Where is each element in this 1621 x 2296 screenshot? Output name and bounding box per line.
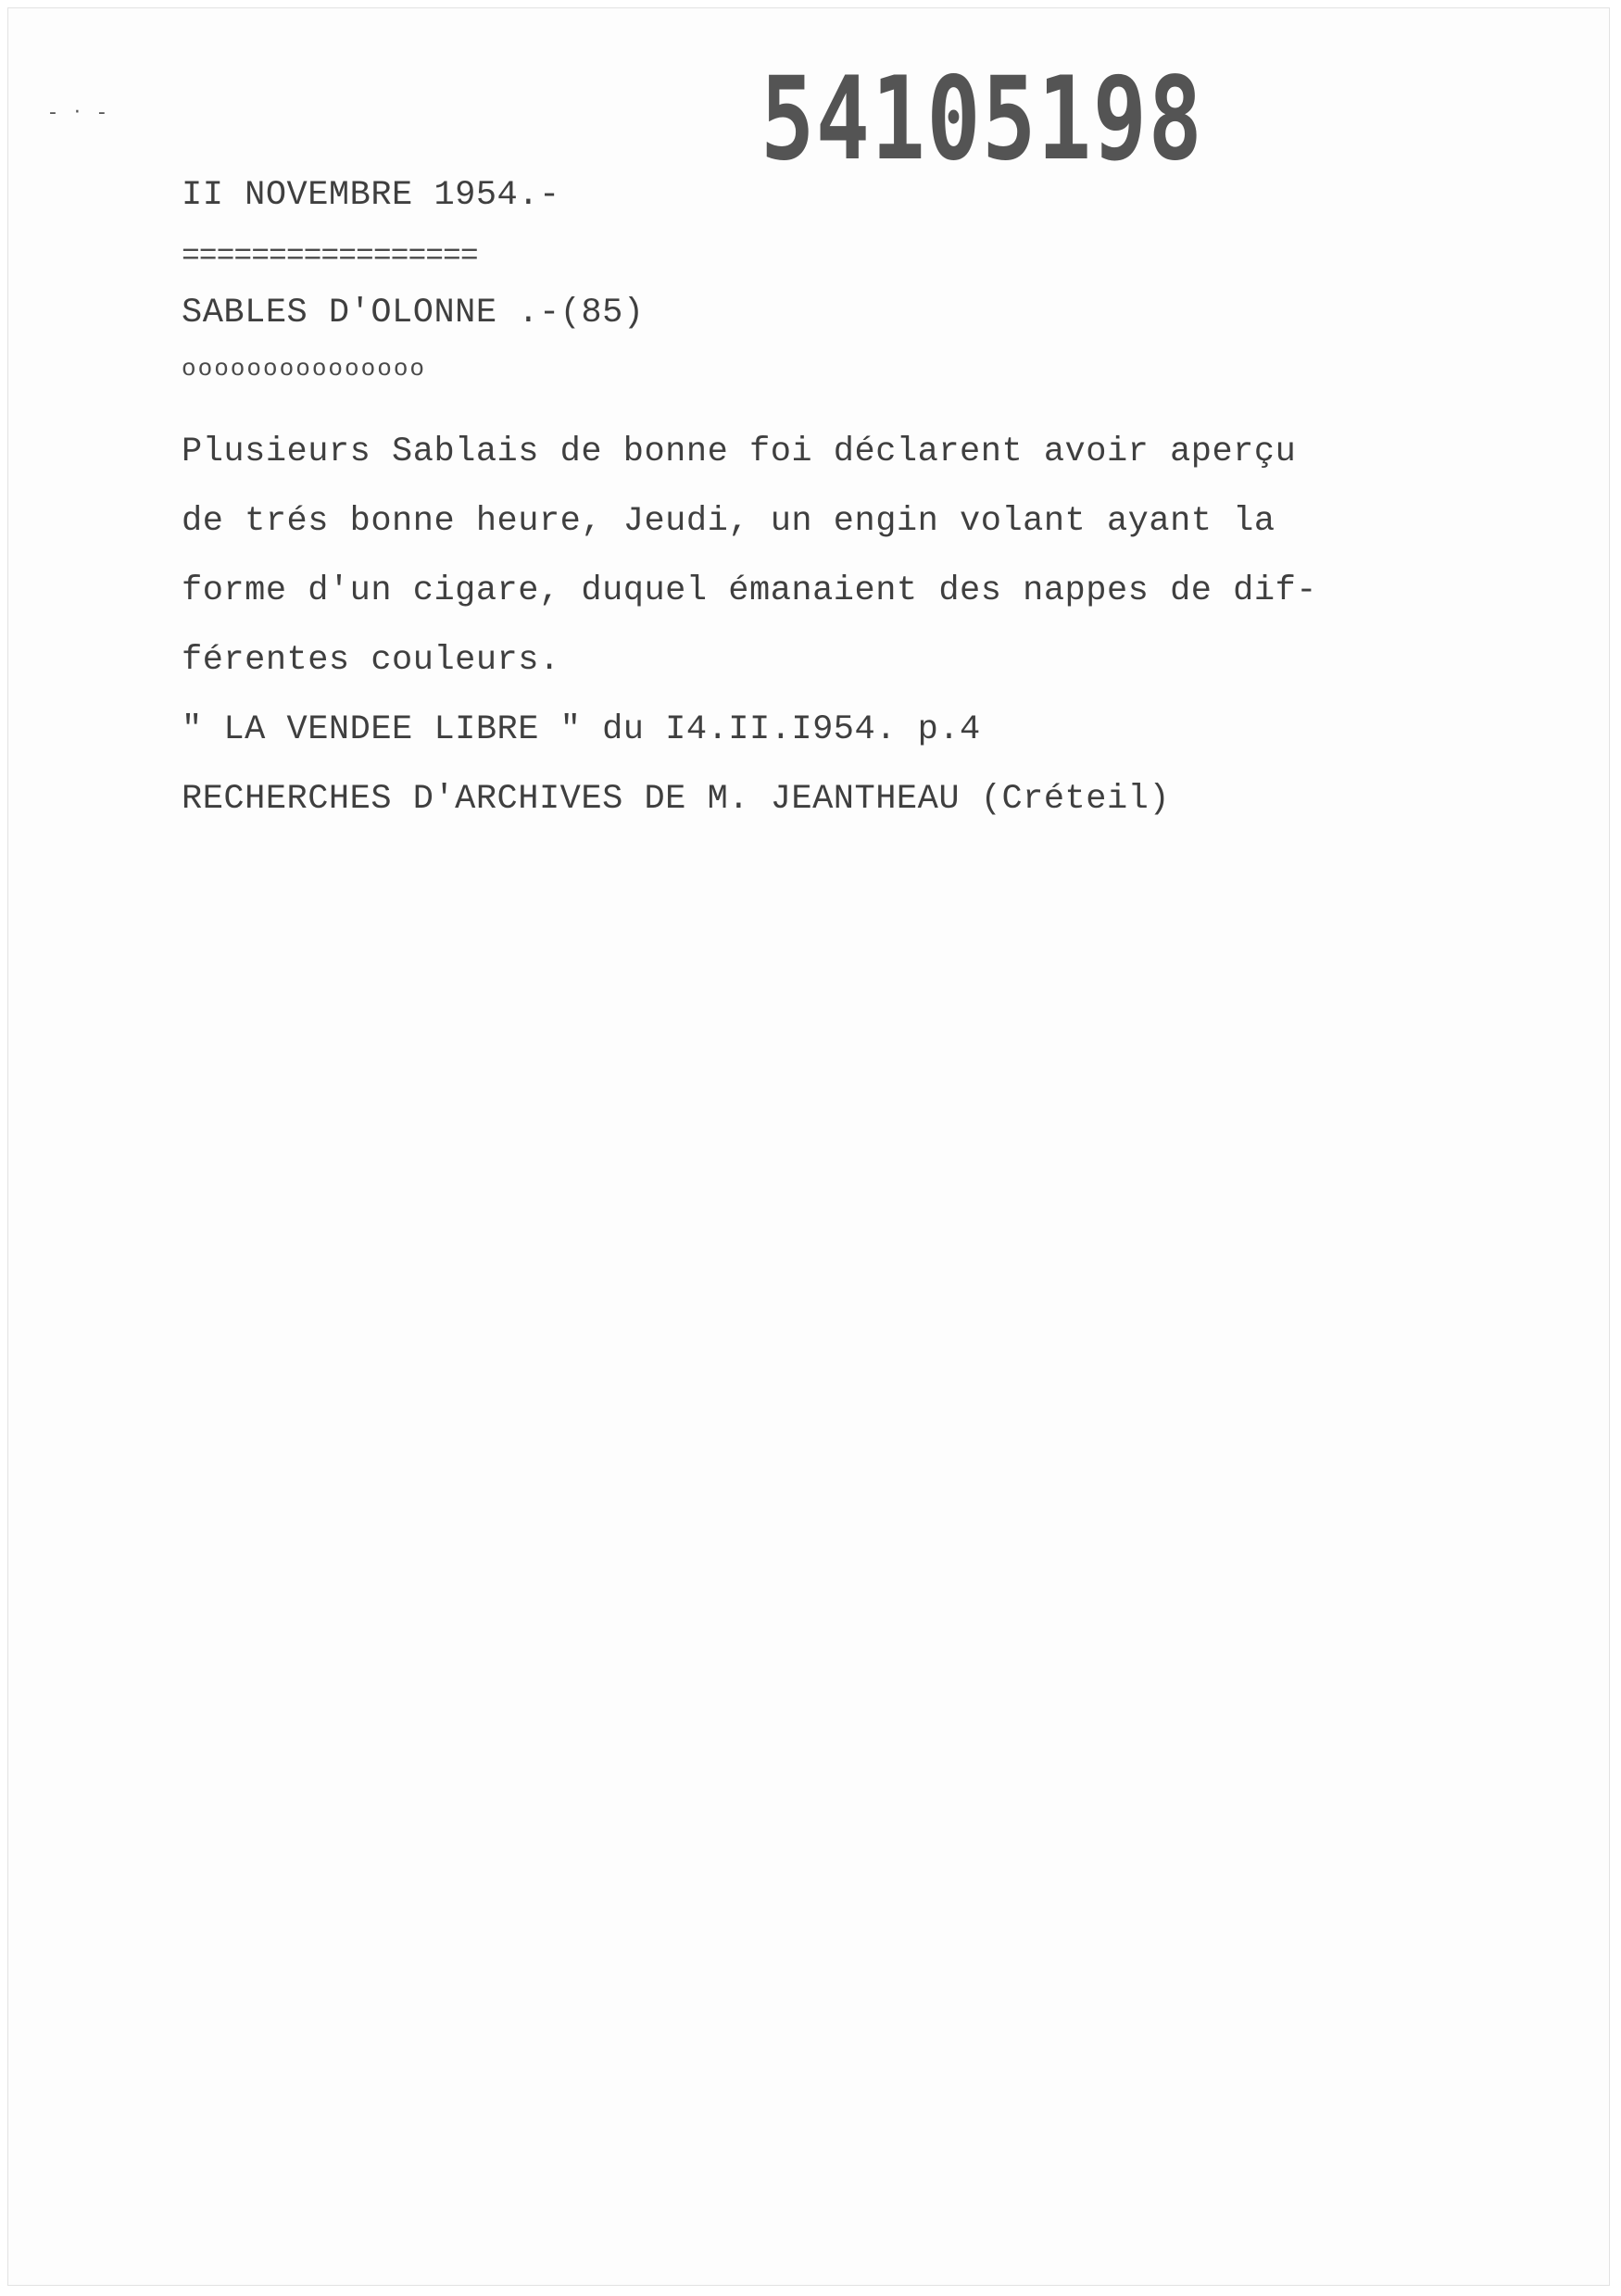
document-place: SABLES D'OLONNE .-(85)	[182, 294, 645, 332]
archive-stamp-number: 54105198	[760, 53, 1204, 186]
body-line: férentes couleurs.	[182, 641, 560, 680]
body-line: de trés bonne heure, Jeudi, un engin volant ayant la	[182, 502, 1275, 541]
source-citation: " LA VENDEE LIBRE " du I4.II.I954. p.4	[182, 710, 981, 749]
margin-marks: - · -	[49, 101, 111, 124]
document-page	[7, 7, 1610, 2286]
research-credit: RECHERCHES D'ARCHIVES DE M. JEANTHEAU (Créteil)	[182, 780, 1171, 819]
body-line: Plusieurs Sablais de bonne foi déclarent avoir aperçu	[182, 433, 1297, 471]
body-line: forme d'un cigare, duquel émanaient des nappes de dif-	[182, 571, 1317, 610]
document-date: II NOVEMBRE 1954.-	[182, 176, 560, 215]
date-underline: =================	[182, 239, 478, 273]
place-underline: ooooooooooooooo	[182, 355, 427, 383]
